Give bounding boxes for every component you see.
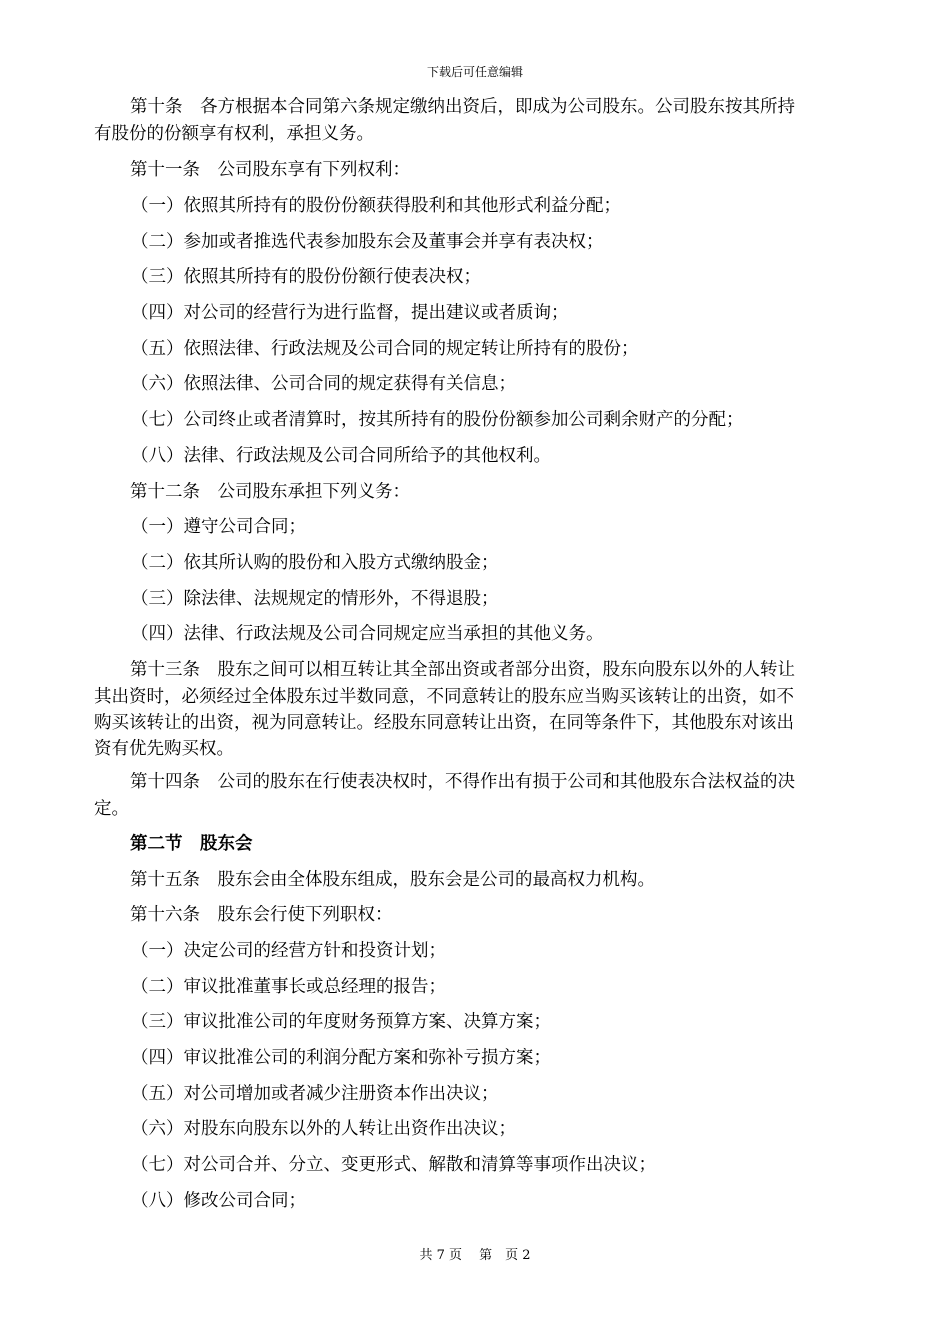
list-item: （五）依照法律、行政法规及公司合同的规定转让所持有的股份； <box>131 339 639 359</box>
list-item: （八）法律、行政法规及公司合同所给予的其他权利。 <box>131 446 551 466</box>
article-13-line-4: 资有优先购买权。 <box>94 739 234 759</box>
article-13-line-1: 第十三条 股东之间可以相互转让其全部出资或者部分出资，股东向股东以外的人转让 <box>130 660 795 680</box>
list-item: （四）审议批准公司的利润分配方案和弥补亏损方案； <box>131 1048 551 1068</box>
article-13-line-3: 购买该转让的出资，视为同意转让。经股东同意转让出资，在同等条件下，其他股东对该出 <box>94 713 794 733</box>
list-item: （三）审议批准公司的年度财务预算方案、决算方案； <box>131 1012 551 1032</box>
list-item: （四）法律、行政法规及公司合同规定应当承担的其他义务。 <box>131 624 604 644</box>
article-10-line-2: 有股份的份额享有权利，承担义务。 <box>94 124 374 144</box>
list-item: （六）对股东向股东以外的人转让出资作出决议； <box>131 1119 516 1139</box>
list-item: （七）公司终止或者清算时，按其所持有的股份份额参加公司剩余财产的分配； <box>131 410 744 430</box>
article-13-line-2: 其出资时，必须经过全体股东过半数同意，不同意转让的股东应当购买该转让的出资，如不 <box>94 687 794 707</box>
list-item: （二）参加或者推选代表参加股东会及董事会并享有表决权； <box>131 232 604 252</box>
article-16: 第十六条 股东会行使下列职权： <box>130 905 393 925</box>
list-item: （三）依照其所持有的股份份额行使表决权； <box>131 267 481 287</box>
page-header: 下载后可任意编辑 <box>426 65 523 79</box>
list-item: （一）决定公司的经营方针和投资计划； <box>131 941 446 961</box>
list-item: （一）遵守公司合同； <box>131 517 306 537</box>
article-10-line-1: 第十条 各方根据本合同第六条规定缴纳出资后，即成为公司股东。公司股东按其所持 <box>130 97 795 117</box>
list-item: （二）审议批准董事长或总经理的报告； <box>131 977 446 997</box>
list-item: （五）对公司增加或者减少注册资本作出决议； <box>131 1084 499 1104</box>
article-14-line-2: 定。 <box>94 799 129 819</box>
article-12: 第十二条 公司股东承担下列义务： <box>130 482 410 502</box>
article-15: 第十五条 股东会由全体股东组成，股东会是公司的最高权力机构。 <box>130 870 655 890</box>
list-item: （四）对公司的经营行为进行监督，提出建议或者质询； <box>131 303 569 323</box>
article-14-line-1: 第十四条 公司的股东在行使表决权时，不得作出有损于公司和其他股东合法权益的决 <box>130 772 795 792</box>
list-item: （七）对公司合并、分立、变更形式、解散和清算等事项作出决议； <box>131 1155 656 1175</box>
list-item: （一）依照其所持有的股份份额获得股利和其他形式利益分配； <box>131 196 621 216</box>
section-heading: 第二节 股东会 <box>130 834 253 854</box>
list-item: （二）依其所认购的股份和入股方式缴纳股金； <box>131 553 499 573</box>
list-item: （八）修改公司合同； <box>131 1191 306 1211</box>
list-item: （三）除法律、法规规定的情形外，不得退股； <box>131 589 499 609</box>
list-item: （六）依照法律、公司合同的规定获得有关信息； <box>131 374 516 394</box>
page-footer: 共 7 页 第 页 2 <box>419 1248 531 1263</box>
article-11: 第十一条 公司股东享有下列权利： <box>130 160 410 180</box>
